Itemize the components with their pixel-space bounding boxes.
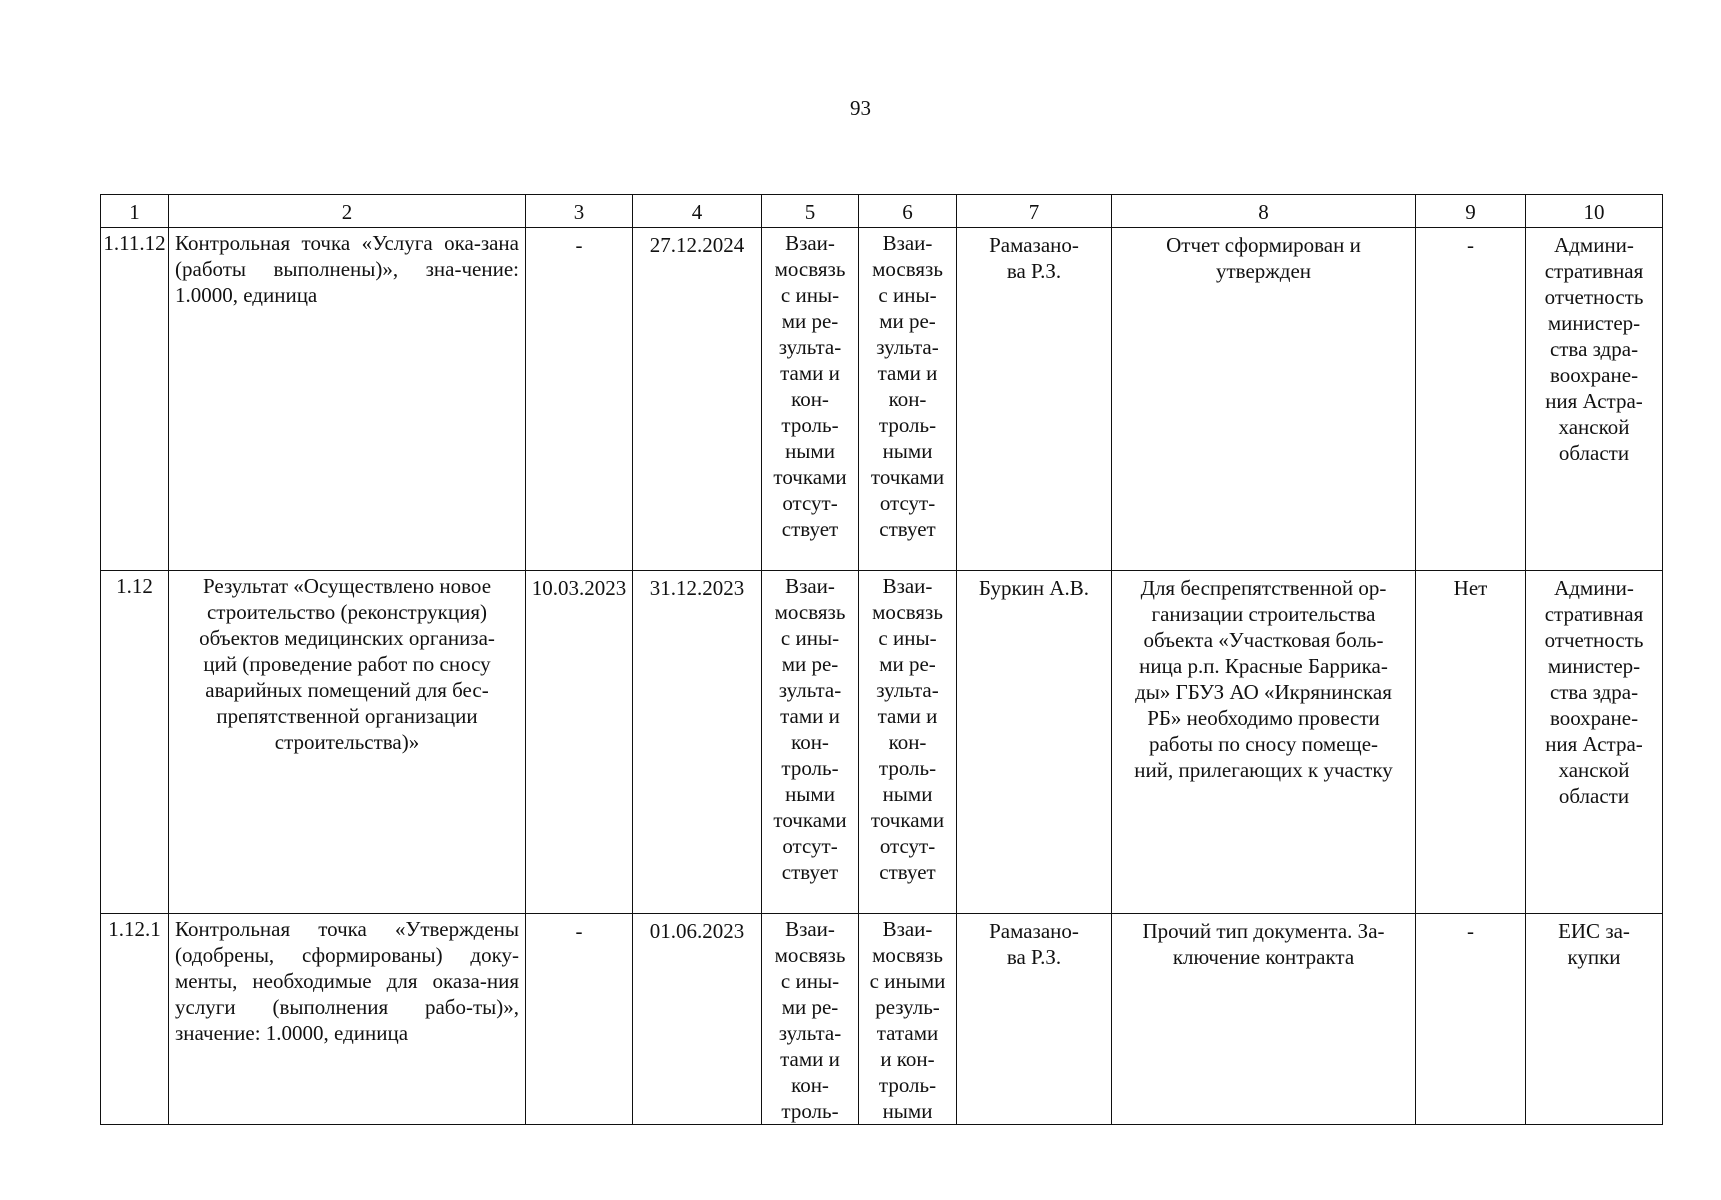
row-result: Прочий тип документа. За- ключение контракта — [1112, 914, 1416, 1125]
table-header-row — [101, 195, 1663, 228]
header-col-9: 9 — [1416, 195, 1526, 228]
row-successors: Взаи- мосвязь с ины- ми ре- зульта- тами и кон- троль- ными точками отсут- ствует — [859, 228, 957, 571]
table-row — [101, 914, 1663, 1125]
row-end-date: 01.06.2023 — [633, 914, 762, 1125]
header-col-8: 8 — [1112, 195, 1416, 228]
row-info-system: ЕИС за- купки — [1526, 914, 1663, 1125]
row-name: Результат «Осуществлено новое строительство (реконструкция) объектов медицинских организа- ций (проведение работ по сносу аварийных помещений для бес- препятственной организации строительства)» — [169, 571, 526, 914]
row-predecessors: Взаи- мосвязь с ины- ми ре- зульта- тами и кон- троль- ными точками отсут- ствует — [762, 228, 859, 571]
row-predecessors: Взаи- мосвязь с ины- ми ре- зульта- тами и кон- троль- — [762, 914, 859, 1125]
header-col-10: 10 — [1526, 195, 1663, 228]
row-start-date: - — [526, 914, 633, 1125]
header-col-5: 5 — [762, 195, 859, 228]
row-responsible: Рамазано- ва Р.З. — [957, 228, 1112, 571]
page-number: 93 — [850, 96, 871, 120]
control-points-table — [100, 194, 1663, 1125]
row-level: Нет — [1416, 571, 1526, 914]
header-col-6: 6 — [859, 195, 957, 228]
row-number: 1.12 — [101, 571, 169, 914]
header-col-7: 7 — [957, 195, 1112, 228]
row-level: - — [1416, 228, 1526, 571]
row-name: Контрольная точка «Утверждены (одобрены, сформированы) доку-менты, необходимые для оказа-ния услуги (выполнения рабо-ты)», значение: 1.0000, единица — [169, 914, 526, 1125]
table-row — [101, 571, 1663, 914]
row-result: Отчет сформирован и утвержден — [1112, 228, 1416, 571]
row-info-system: Админи- стративная отчетность министер- ства здра- воохране- ния Астра- ханской области — [1526, 228, 1663, 571]
row-predecessors: Взаи- мосвязь с ины- ми ре- зульта- тами и кон- троль- ными точками отсут- ствует — [762, 571, 859, 914]
row-start-date: 10.03.2023 — [526, 571, 633, 914]
row-number: 1.11.12 — [101, 228, 169, 571]
table-row — [101, 228, 1663, 571]
row-responsible: Буркин А.В. — [957, 571, 1112, 914]
header-col-3: 3 — [526, 195, 633, 228]
row-end-date: 31.12.2023 — [633, 571, 762, 914]
row-successors: Взаи- мосвязь с ины- ми ре- зульта- тами и кон- троль- ными точками отсут- ствует — [859, 571, 957, 914]
row-successors: Взаи- мосвязь с иными резуль- татами и кон- троль- ными — [859, 914, 957, 1125]
row-info-system: Админи- стративная отчетность министер- ства здра- воохране- ния Астра- ханской области — [1526, 571, 1663, 914]
row-number: 1.12.1 — [101, 914, 169, 1125]
row-end-date: 27.12.2024 — [633, 228, 762, 571]
row-responsible: Рамазано- ва Р.З. — [957, 914, 1112, 1125]
header-col-2: 2 — [169, 195, 526, 228]
row-start-date: - — [526, 228, 633, 571]
row-result: Для беспрепятственной ор- ганизации строительства объекта «Участковая боль- ница р.п. Красные Баррика- ды» ГБУЗ АО «Икрянинская РБ» необходимо провести работы по сносу помеще- ний, прилегающих к участку — [1112, 571, 1416, 914]
row-name: Контрольная точка «Услуга ока-зана (работы выполнены)», зна-чение: 1.0000, единица — [169, 228, 526, 571]
header-col-1: 1 — [101, 195, 169, 228]
header-col-4: 4 — [633, 195, 762, 228]
row-level: - — [1416, 914, 1526, 1125]
